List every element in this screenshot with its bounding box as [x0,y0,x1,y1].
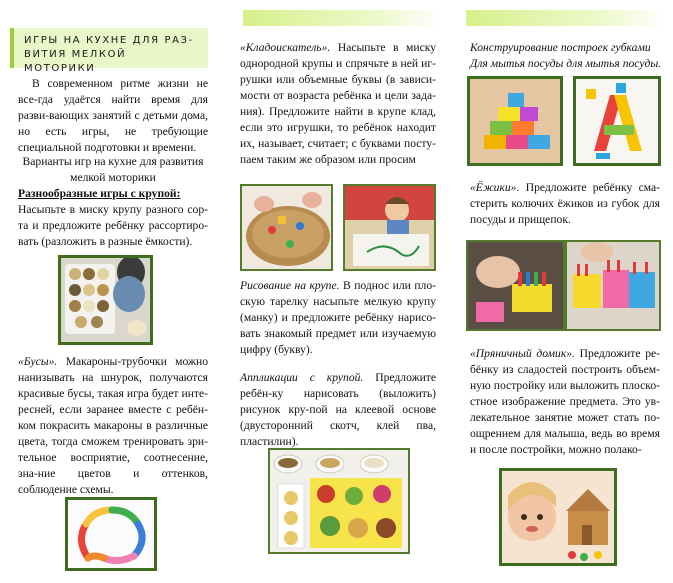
drawing-paragraph [240,278,436,358]
sponge-tower-photo [467,76,563,166]
sorting-grain-illustration [61,258,150,342]
header-bar [466,10,666,26]
hidden-toys-photo [240,184,333,271]
intro-paragraph: В современном ритме жизни не все-гда удаётся найти время для разви-вающих занятий с детьми дома, но есть игры, не требующие специальной подготовки и времени. [18,77,208,154]
grain-games-heading: Разнообразные игры с крупой: [18,187,181,200]
gingerbread-text: Предложите ре-бёнку из сладостей построить объем-ную постройку или выложить плоско-стное изображение предмета. Это ув-лекательное занятие может стать по-ощрением для малыша, ведь во время и после постройки, можно полако- [470,347,660,456]
hedgehog-illustration-2 [567,242,659,329]
grain-applique-illustration [270,450,408,552]
hedgehog-illustration-1 [468,242,563,329]
grain-games-text: Насыпьте в миску крупу разного сор-та и предложите ребёнку рассортиро-вать (разложить в разные ёмкости). [18,203,208,248]
column-3 [452,0,673,583]
brochure-title-text: ИГРЫ НА КУХНЕ ДЛЯ РАЗ-ВИТИЯ МЕЛКОЙ МОТОРИКИ [24,35,194,74]
hedgehog-text: Предложите ребёнку сма-стерить колючих ёжиков из губок для посуды и прищепок. [470,181,660,226]
applique-paragraph [240,370,436,450]
applique-title: Аппликации с крупой. [240,371,364,384]
column-2 [226,0,448,583]
drawing-child-photo [343,184,436,271]
drawing-child-illustration [345,186,434,269]
gingerbread-paragraph [470,346,660,458]
sponge-tower-illustration [470,79,560,163]
sponge-letter-illustration [576,79,658,163]
column-1 [0,0,222,583]
beads-title: «Бусы». [18,355,58,368]
sponge-letter-photo [573,76,661,166]
drawing-text: В поднос или пло-скую тарелку насыпьте мелкую крупу (манку) и предложите ребёнку нарисо-вать знакомый предмет или изучаемую цифру (букву). [240,279,436,356]
brochure-title [10,28,208,74]
construct-heading [470,40,670,72]
drawing-title: Рисование на крупе. [240,279,340,292]
sorting-grain-photo [58,255,153,345]
grain-applique-photo [268,448,410,554]
construct-line-2: Для мытья посуды для мытья посуды. [470,57,662,70]
hedgehog-photo-1 [466,240,565,331]
applique-text: Предложите ребён-ку нарисовать (выложить) рисунок кру-пой на клеевой основе (двусторонний скотч, клей пва, пластилин). [240,371,436,448]
beads-paragraph [18,354,208,498]
gingerbread-house-photo [499,468,617,566]
hedgehog-title: «Ёжики». [470,181,520,194]
hedgehog-photo-2 [565,240,661,331]
hedgehog-paragraph [470,180,660,228]
treasure-paragraph [240,40,436,168]
construct-line-1: Конструирование построек губками [470,41,651,54]
beads-text: Макароны-трубочки можно нанизывать на шнурок, получаются красивые бусы, такая игра будет инте-ресней, если заранее вместе с ребён-ком покрасить макароны в различные цвета, тогда сможем тренировать зри-тельное восприятие, соотнесение, зна-ние цветов и оттенков, соблюдение схемы. [18,355,208,496]
macaroni-beads-photo [65,497,157,571]
hidden-toys-illustration [242,186,331,269]
gingerbread-house-illustration [502,471,614,563]
macaroni-beads-illustration [68,500,154,568]
treasure-text: Насыпьте в миску однородной крупы и спрячьте в ней иг-рушки или объемные буквы (в зависи-мости от возраста ребёнка и цели зада-ния). Предложите найти в крупе клад, если это игрушки, то ребёнок находит их, называет, считает; с буквами посту-паем таким же образом или просим [240,41,436,166]
variants-line: Варианты игр на кухне для развития мелкой моторики [22,155,204,184]
header-bar [243,10,443,26]
gingerbread-title: «Пряничный домик». [470,347,575,360]
treasure-title: «Кладоискатель». [240,41,331,54]
